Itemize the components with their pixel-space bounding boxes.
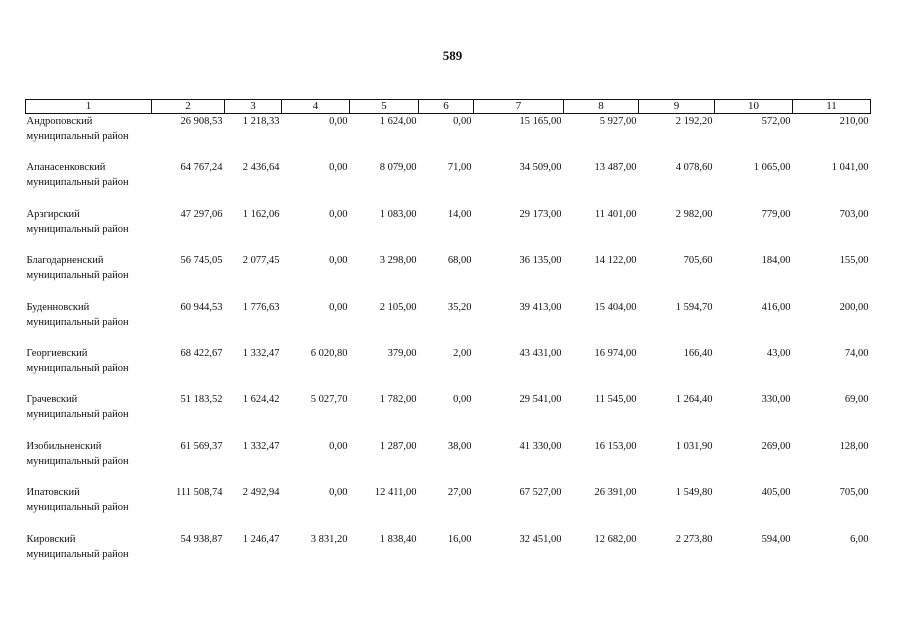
- district-type: муниципальный район: [26, 455, 129, 467]
- table-row: [26, 485, 871, 531]
- column-header-4: 4: [282, 100, 350, 114]
- district-type: муниципальный район: [26, 316, 129, 328]
- value-cell-col-2: 47 297,06: [180, 208, 223, 220]
- district-name: Грачевский: [26, 394, 78, 406]
- value-cell-col-10: 405,00: [761, 487, 791, 499]
- district-name-cell: [26, 532, 152, 578]
- value-cell-col-3: 1 332,47: [242, 347, 280, 359]
- district-type: муниципальный район: [26, 177, 129, 189]
- value-cell-col-5: 1 838,40: [379, 533, 417, 545]
- value-cell-col-6: 38,00: [447, 440, 472, 452]
- value-cell-col-8: 12 682,00: [594, 533, 637, 545]
- column-header-11: 11: [793, 100, 871, 114]
- header-row: [26, 100, 871, 114]
- value-cell-col-10: 572,00: [761, 116, 791, 127]
- district-type: муниципальный район: [26, 131, 129, 142]
- value-cell-col-7: 39 413,00: [519, 301, 562, 313]
- district-name-cell: [26, 160, 152, 206]
- value-cell-col-3: 1 776,63: [242, 301, 280, 313]
- value-cell-col-6: 27,00: [447, 487, 472, 499]
- value-cell-col-11: 705,00: [839, 487, 869, 499]
- value-cell-col-11: 155,00: [839, 255, 869, 267]
- value-cell-col-2: 54 938,87: [180, 533, 223, 545]
- column-header-6: 6: [419, 100, 474, 114]
- value-cell-col-9: 4 078,60: [675, 162, 713, 174]
- value-cell-col-7: 15 165,00: [519, 116, 562, 127]
- district-name-cell: [26, 114, 152, 161]
- value-cell-col-9: 1 594,70: [675, 301, 713, 313]
- value-cell-col-8: 14 122,00: [594, 255, 637, 267]
- district-name-cell: [26, 253, 152, 299]
- table-row: [26, 439, 871, 485]
- value-cell-col-10: 269,00: [761, 440, 791, 452]
- value-cell-col-3: 1 624,42: [242, 394, 280, 406]
- district-name: Арзгирский: [26, 208, 80, 220]
- district-name: Георгиевский: [26, 347, 88, 359]
- value-cell-col-8: 16 974,00: [594, 347, 637, 359]
- district-name-cell: [26, 392, 152, 438]
- value-cell-col-2: 68 422,67: [180, 347, 223, 359]
- value-cell-col-3: 1 246,47: [242, 533, 280, 545]
- district-type: муниципальный район: [26, 223, 129, 235]
- value-cell-col-2: 111 508,74: [176, 487, 223, 499]
- value-cell-col-8: 15 404,00: [594, 301, 637, 313]
- value-cell-col-3: 1 162,06: [242, 208, 280, 220]
- value-cell-col-11: 200,00: [839, 301, 869, 313]
- value-cell-col-5: 2 105,00: [379, 301, 417, 313]
- value-cell-col-4: 0,00: [329, 255, 348, 267]
- table-row: [26, 207, 871, 253]
- value-cell-col-5: 1 083,00: [379, 208, 417, 220]
- value-cell-col-4: 0,00: [329, 440, 348, 452]
- district-name: Изобильненский: [26, 440, 102, 452]
- column-header-2: 2: [152, 100, 225, 114]
- value-cell-col-4: 5 027,70: [310, 394, 348, 406]
- value-cell-col-10: 416,00: [761, 301, 791, 313]
- table-row: [26, 253, 871, 299]
- value-cell-col-2: 26 908,53: [180, 116, 223, 127]
- value-cell-col-3: 1 218,33: [242, 116, 280, 127]
- value-cell-col-6: 35,20: [447, 301, 472, 313]
- value-cell-col-2: 61 569,37: [180, 440, 223, 452]
- data-table: [25, 99, 871, 578]
- column-header-1: 1: [26, 100, 152, 114]
- table-body: [26, 114, 871, 578]
- table-row: [26, 532, 871, 578]
- table-row: [26, 346, 871, 392]
- value-cell-col-9: 1 264,40: [675, 394, 713, 406]
- district-name: Благодарненский: [26, 255, 104, 267]
- value-cell-col-10: 43,00: [766, 347, 791, 359]
- page-number: 589: [442, 48, 463, 63]
- value-cell-col-7: 67 527,00: [519, 487, 562, 499]
- value-cell-col-7: 43 431,00: [519, 347, 562, 359]
- value-cell-col-10: 1 065,00: [753, 162, 791, 174]
- value-cell-col-10: 594,00: [761, 533, 791, 545]
- district-name-cell: [26, 300, 152, 346]
- district-name: Буденновский: [26, 301, 90, 313]
- column-header-7: 7: [474, 100, 564, 114]
- value-cell-col-4: 0,00: [329, 487, 348, 499]
- value-cell-col-8: 5 927,00: [599, 116, 637, 127]
- value-cell-col-2: 64 767,24: [180, 162, 223, 174]
- district-type: муниципальный район: [26, 548, 129, 560]
- value-cell-col-4: 0,00: [329, 208, 348, 220]
- value-cell-col-11: 69,00: [844, 394, 869, 406]
- value-cell-col-8: 11 545,00: [594, 394, 637, 406]
- district-type: муниципальный район: [26, 502, 129, 514]
- value-cell-col-4: 3 831,20: [310, 533, 348, 545]
- value-cell-col-5: 1 624,00: [379, 116, 417, 127]
- value-cell-col-9: 2 192,20: [675, 116, 713, 127]
- value-cell-col-9: 1 549,80: [675, 487, 713, 499]
- district-type: муниципальный район: [26, 362, 129, 374]
- value-cell-col-2: 56 745,05: [180, 255, 223, 267]
- value-cell-col-6: 68,00: [447, 255, 472, 267]
- value-cell-col-4: 6 020,80: [310, 347, 348, 359]
- district-name: Андроповский: [26, 116, 93, 127]
- district-name: Апанасенковский: [26, 162, 106, 174]
- value-cell-col-9: 166,40: [683, 347, 713, 359]
- value-cell-col-10: 184,00: [761, 255, 791, 267]
- value-cell-col-3: 2 436,64: [242, 162, 280, 174]
- table-row: [26, 300, 871, 346]
- value-cell-col-10: 330,00: [761, 394, 791, 406]
- value-cell-col-5: 12 411,00: [374, 487, 417, 499]
- value-cell-col-7: 29 541,00: [519, 394, 562, 406]
- value-cell-col-5: 379,00: [387, 347, 417, 359]
- column-header-5: 5: [350, 100, 419, 114]
- district-name-cell: [26, 439, 152, 485]
- value-cell-col-4: 0,00: [329, 162, 348, 174]
- value-cell-col-7: 41 330,00: [519, 440, 562, 452]
- value-cell-col-6: 71,00: [447, 162, 472, 174]
- value-cell-col-2: 51 183,52: [180, 394, 223, 406]
- value-cell-col-7: 36 135,00: [519, 255, 562, 267]
- value-cell-col-3: 2 077,45: [242, 255, 280, 267]
- district-type: муниципальный район: [26, 409, 129, 421]
- value-cell-col-11: 128,00: [839, 440, 869, 452]
- column-header-8: 8: [564, 100, 639, 114]
- value-cell-col-9: 1 031,90: [675, 440, 713, 452]
- district-type: муниципальный район: [26, 270, 129, 282]
- value-cell-col-5: 3 298,00: [379, 255, 417, 267]
- value-cell-col-3: 1 332,47: [242, 440, 280, 452]
- value-cell-col-7: 34 509,00: [519, 162, 562, 174]
- table-row: [26, 392, 871, 438]
- value-cell-col-7: 32 451,00: [519, 533, 562, 545]
- value-cell-col-10: 779,00: [761, 208, 791, 220]
- value-cell-col-9: 2 273,80: [675, 533, 713, 545]
- value-cell-col-7: 29 173,00: [519, 208, 562, 220]
- value-cell-col-11: 1 041,00: [831, 162, 869, 174]
- value-cell-col-5: 1 782,00: [379, 394, 417, 406]
- value-cell-col-8: 26 391,00: [594, 487, 637, 499]
- value-cell-col-11: 6,00: [850, 533, 869, 545]
- value-cell-col-6: 14,00: [447, 208, 472, 220]
- column-header-9: 9: [639, 100, 715, 114]
- column-header-10: 10: [715, 100, 793, 114]
- district-name-cell: [26, 346, 152, 392]
- value-cell-col-3: 2 492,94: [242, 487, 280, 499]
- value-cell-col-5: 8 079,00: [379, 162, 417, 174]
- value-cell-col-8: 13 487,00: [594, 162, 637, 174]
- value-cell-col-6: 16,00: [447, 533, 472, 545]
- value-cell-col-6: 0,00: [453, 394, 472, 406]
- district-name: Кировский: [26, 533, 76, 545]
- value-cell-col-5: 1 287,00: [379, 440, 417, 452]
- value-cell-col-11: 703,00: [839, 208, 869, 220]
- value-cell-col-4: 0,00: [329, 301, 348, 313]
- table-row: [26, 160, 871, 206]
- value-cell-col-9: 705,60: [683, 255, 713, 267]
- value-cell-col-8: 11 401,00: [594, 208, 637, 220]
- district-name-cell: [26, 485, 152, 531]
- table-row: [26, 114, 871, 161]
- district-name-cell: [26, 207, 152, 253]
- district-name: Ипатовский: [26, 487, 80, 499]
- column-header-3: 3: [225, 100, 282, 114]
- value-cell-col-2: 60 944,53: [180, 301, 223, 313]
- value-cell-col-11: 210,00: [839, 116, 869, 127]
- value-cell-col-11: 74,00: [844, 347, 869, 359]
- value-cell-col-6: 2,00: [453, 347, 472, 359]
- value-cell-col-9: 2 982,00: [675, 208, 713, 220]
- value-cell-col-4: 0,00: [329, 116, 348, 127]
- value-cell-col-8: 16 153,00: [594, 440, 637, 452]
- value-cell-col-6: 0,00: [453, 116, 472, 127]
